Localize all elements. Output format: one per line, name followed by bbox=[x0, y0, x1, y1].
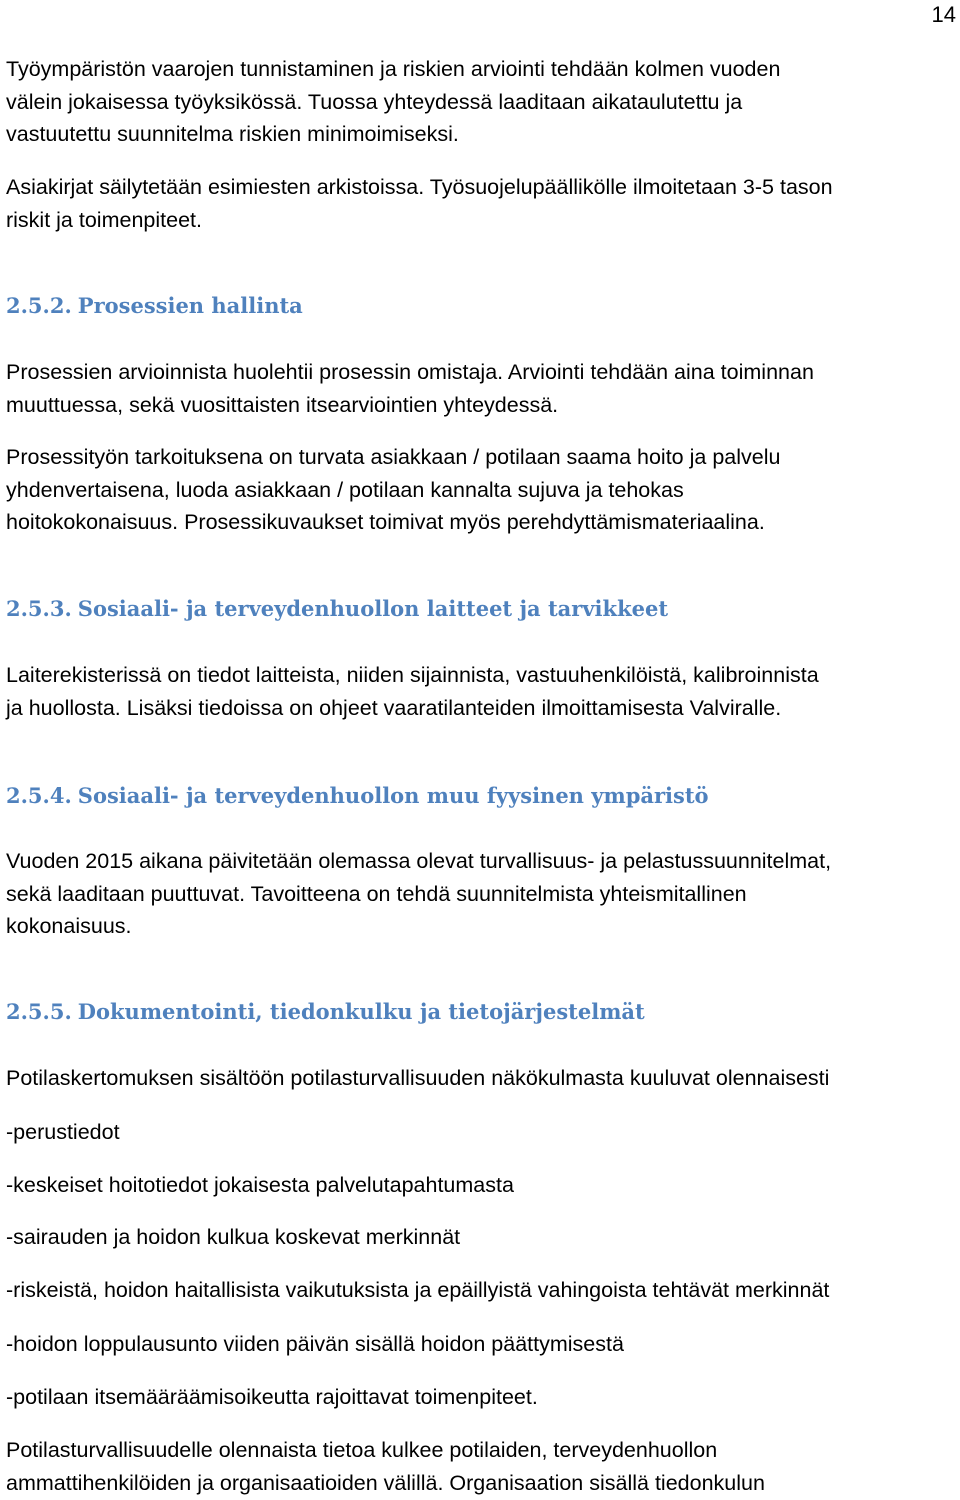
text-line: sekä laaditaan puuttuvat. Tavoitteena on tehdä suunnitelmista yhteismitallinen bbox=[6, 881, 747, 906]
text-line: Laiterekisterissä on tiedot laitteista, niiden sijainnista, vastuuhenkilöistä, kalibroinnista bbox=[6, 663, 819, 687]
text-line: Vuoden 2015 aikana päivitetään olemassa olevat turvallisuus- ja pelastussuunnitelmat, bbox=[6, 849, 832, 873]
section-2-5-5-closing bbox=[6, 1434, 956, 1499]
section-heading-2-5-5 bbox=[6, 998, 645, 1026]
section-heading-2-5-3 bbox=[6, 595, 668, 623]
section-2-5-4-paragraph-1 bbox=[6, 845, 956, 943]
section-2-5-2-paragraph-2 bbox=[6, 441, 956, 539]
section-title: Sosiaali- ja terveydenhuollon muu fyysinen ympäristö bbox=[77, 783, 709, 808]
section-number: 2.5.2. bbox=[6, 293, 72, 318]
text-line: hoitokokonaisuus. Prosessikuvaukset toimivat myös perehdyttämismateriaalina. bbox=[6, 510, 765, 534]
section-heading-2-5-4 bbox=[6, 782, 709, 810]
section-heading-2-5-2 bbox=[6, 292, 303, 320]
section-title: Sosiaali- ja terveydenhuollon laitteet ja tarvikkeet bbox=[77, 596, 669, 621]
text-line: Potilaskertomuksen sisältöön potilasturvallisuuden näkökulmasta kuuluvat olennaisesti bbox=[6, 1066, 830, 1090]
list-item: -potilaan itsemääräämisoikeutta rajoittavat toimenpiteet. bbox=[6, 1385, 538, 1409]
section-2-5-3-paragraph-1 bbox=[6, 659, 956, 724]
section-2-5-5-intro bbox=[6, 1062, 956, 1095]
list-item: -hoidon loppulausunto viiden päivän sisällä hoidon päättymisestä bbox=[6, 1332, 624, 1356]
text-line: ammattihenkilöiden ja organisaatioiden välillä. Organisaation sisällä tiedonkulun bbox=[6, 1470, 765, 1495]
text-line: vastuutettu suunnitelma riskien minimoimiseksi. bbox=[6, 122, 459, 146]
section-2-5-2-paragraph-1 bbox=[6, 356, 956, 421]
section-title: Prosessien hallinta bbox=[77, 293, 303, 318]
text-line: välein jokaisessa työyksikössä. Tuossa yhteydessä laaditaan aikataulutettu ja bbox=[6, 89, 743, 114]
text-line: ja huollosta. Lisäksi tiedoissa on ohjeet vaaratilanteiden ilmoittamisesta Valviralle. bbox=[6, 695, 782, 720]
intro-paragraph-1 bbox=[6, 53, 956, 151]
text-line: Työympäristön vaarojen tunnistaminen ja riskien arviointi tehdään kolmen vuoden bbox=[6, 57, 781, 81]
text-line: Potilasturvallisuudelle olennaista tietoa kulkee potilaiden, terveydenhuollon bbox=[6, 1438, 718, 1462]
text-line: Prosessityön tarkoituksena on turvata asiakkaan / potilaan saama hoito ja palvelu bbox=[6, 445, 781, 469]
list-item: -perustiedot bbox=[6, 1120, 120, 1144]
section-title: Dokumentointi, tiedonkulku ja tietojärjestelmät bbox=[77, 999, 645, 1024]
text-line: muuttuessa, sekä vuosittaisten itsearviointien yhteydessä. bbox=[6, 392, 559, 417]
text-line: kokonaisuus. bbox=[6, 914, 132, 938]
page-number: 14 bbox=[931, 2, 956, 27]
list-item: -riskeistä, hoidon haitallisista vaikutuksista ja epäillyistä vahingoista tehtävät merkinnät bbox=[6, 1278, 830, 1302]
text-line: riskit ja toimenpiteet. bbox=[6, 207, 202, 232]
list-item: -keskeiset hoitotiedot jokaisesta palvelutapahtumasta bbox=[6, 1173, 514, 1197]
intro-paragraph-2 bbox=[6, 171, 956, 236]
text-line: yhdenvertaisena, luoda asiakkaan / potilaan kannalta sujuva ja tehokas bbox=[6, 477, 684, 502]
section-number: 2.5.5. bbox=[6, 999, 72, 1024]
section-number: 2.5.4. bbox=[6, 783, 72, 808]
list-item: -sairauden ja hoidon kulkua koskevat merkinnät bbox=[6, 1225, 461, 1249]
text-line: Prosessien arvioinnista huolehtii prosessin omistaja. Arviointi tehdään aina toiminnan bbox=[6, 360, 814, 384]
text-line: Asiakirjat säilytetään esimiesten arkistoissa. Työsuojelupäällikölle ilmoitetaan 3-5 tason bbox=[6, 175, 833, 199]
section-number: 2.5.3. bbox=[6, 596, 72, 621]
